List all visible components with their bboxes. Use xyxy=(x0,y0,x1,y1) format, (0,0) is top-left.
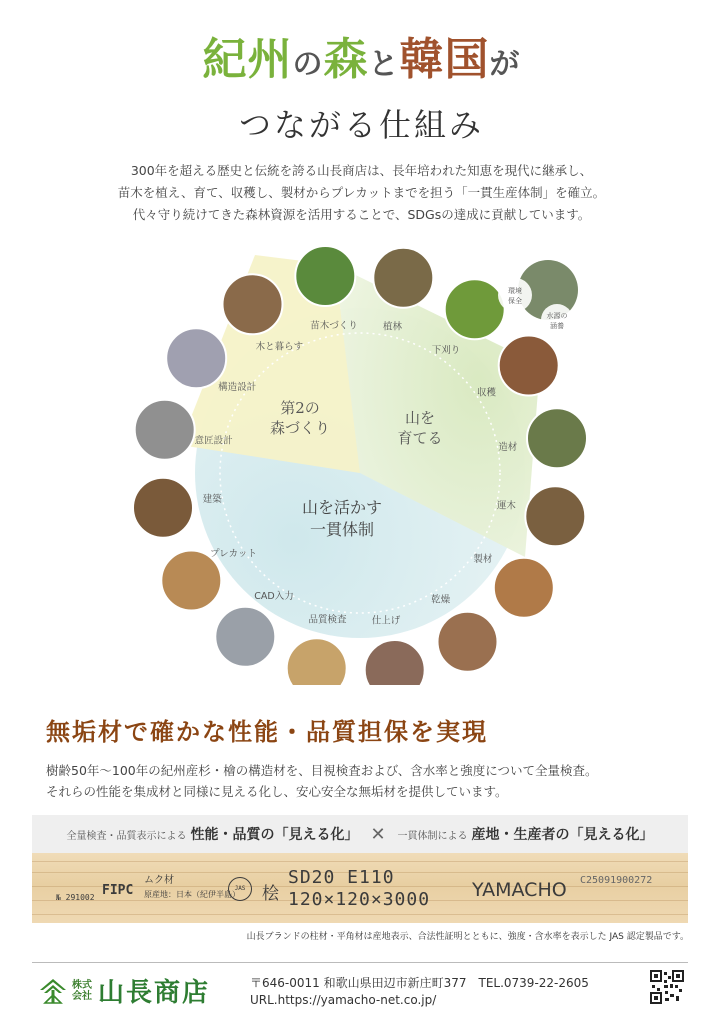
env-label-water: 水源の xyxy=(546,312,568,320)
step-label: 木と暮らす xyxy=(255,341,304,353)
step-label: 品質検査 xyxy=(308,614,347,626)
zone-integrated-label: 山を活かす xyxy=(301,498,383,517)
stamp-fipc: FIPC xyxy=(102,883,134,898)
step-label: 苗木づくり xyxy=(310,320,358,332)
stamp-mukuzai: ムク材 xyxy=(144,875,174,886)
banner-right-small: 一貫体制による xyxy=(397,830,468,842)
zone-second-forest-label: 森づくり xyxy=(269,419,331,437)
env-label-conservation: 環境 xyxy=(508,287,522,295)
step-label: プレカット xyxy=(209,548,258,560)
company-logo xyxy=(38,972,210,1009)
step-label: 運木 xyxy=(496,500,516,512)
step-label: 製材 xyxy=(473,554,493,565)
qr-code-icon[interactable] xyxy=(650,970,684,1004)
intro-line: 代々守り続けてきた森林資源を活用することで、SDGsの達成に貢献しています。 xyxy=(132,207,591,222)
intro-line: 300年を超える歴史と伝統を誇る山長商店は、長年培われた知恵を現代に継承し、 xyxy=(130,163,593,178)
step-photo xyxy=(373,248,433,308)
stamp-serial: C25091900272 xyxy=(580,875,653,886)
banner-right-bold: 産地・生産者の「見える化」 xyxy=(471,827,654,843)
step-label: 収穫 xyxy=(476,387,497,399)
step-photo xyxy=(445,279,505,339)
zone-second-forest-label: 第2の xyxy=(280,399,320,417)
stamp-size: 120×120×3000 xyxy=(288,889,431,910)
step-label: 造材 xyxy=(498,442,518,453)
timber-stamp-photo xyxy=(32,853,688,923)
headline-korea: 韓国 xyxy=(399,34,490,85)
cross-icon: ✕ xyxy=(370,823,386,845)
stamp-origin: 原産地：日本（紀伊半島） xyxy=(144,890,240,899)
headline-ga: が xyxy=(489,47,521,82)
jas-mark-icon: JAS xyxy=(228,877,252,901)
zone-integrated-label: 一貫体制 xyxy=(309,520,375,539)
desc-line: それらの性能を集成材と同様に見える化し、安心安全な無垢材を提供しています。 xyxy=(46,784,508,799)
desc-line: 樹齢50年～100年の紀州産杉・檜の構造材を、目視検査および、含水率と強度について全量検査。 xyxy=(46,763,598,778)
step-label: 仕上げ xyxy=(371,615,401,627)
headline-mori: 森 xyxy=(323,34,369,85)
headline-line2: つながる仕組み xyxy=(238,106,484,144)
production-cycle-diagram xyxy=(120,245,600,685)
step-label: 乾燥 xyxy=(431,594,451,606)
yamacho-logo-icon xyxy=(38,976,68,1006)
footer-address: 〒646-0011 和歌山県田辺市新庄町377 TEL.0739-22-2605 xyxy=(250,976,589,990)
timber-caption: 山長ブランドの柱材・平角材は産地表示、合法性証明とともに、強度・含水率を表示した JAS 認定製品です。 xyxy=(246,932,689,942)
stamp-species: 桧 xyxy=(262,884,279,904)
step-photo xyxy=(438,612,498,672)
step-photo xyxy=(166,328,226,388)
stamp-brand: YAMACHO xyxy=(472,879,567,901)
headline-no: の xyxy=(292,47,324,82)
footer-url[interactable]: URL.https://yamacho-net.co.jp/ xyxy=(250,993,437,1007)
zone-grow-label: 育てる xyxy=(397,429,443,447)
logo-kabushiki: 株式会社 xyxy=(72,979,92,1002)
footer-divider xyxy=(32,962,688,963)
step-label: 下刈り xyxy=(431,345,461,357)
step-photo xyxy=(527,408,587,468)
step-photo xyxy=(499,336,559,396)
headline-to: と xyxy=(368,47,400,82)
env-label-water: 涵養 xyxy=(550,322,564,330)
step-label: 意匠設計 xyxy=(194,435,233,447)
step-label: 建築 xyxy=(202,494,222,505)
visibility-banner xyxy=(32,815,688,853)
headline-kishu: 紀州 xyxy=(202,34,293,85)
step-photo xyxy=(223,274,283,334)
section-heading: 無垢材で確かな性能・品質担保を実現 xyxy=(46,717,488,746)
logo-company-name: 山長商店 xyxy=(98,978,211,1008)
stamp-grade: SD20 E110 xyxy=(288,867,395,888)
step-photo xyxy=(133,478,193,538)
banner-left-bold: 性能・品質の「見える化」 xyxy=(190,827,359,843)
intro-line: 苗木を植え、育て、収穫し、製材からプレカットまでを担う「一貫生産体制」を確立。 xyxy=(117,185,606,200)
step-label: CAD入力 xyxy=(254,590,294,602)
step-photo xyxy=(287,638,347,685)
step-photo xyxy=(494,558,554,618)
intro-text xyxy=(60,160,663,226)
stamp-number: № 291002 xyxy=(56,893,95,902)
step-photo xyxy=(215,607,275,667)
step-photo xyxy=(295,246,355,306)
step-photo xyxy=(135,400,195,460)
headline xyxy=(0,30,723,95)
step-photo xyxy=(365,640,425,685)
footer-contact xyxy=(250,975,589,1009)
step-label: 構造設計 xyxy=(218,382,257,393)
env-label-conservation: 保全 xyxy=(508,297,522,305)
zone-grow-label: 山を xyxy=(404,409,436,427)
section-description xyxy=(46,760,686,802)
env-photo xyxy=(498,260,578,336)
banner-left-small: 全量検査・品質表示による xyxy=(66,830,187,842)
step-photo xyxy=(525,486,585,546)
step-label: 植林 xyxy=(382,321,403,333)
